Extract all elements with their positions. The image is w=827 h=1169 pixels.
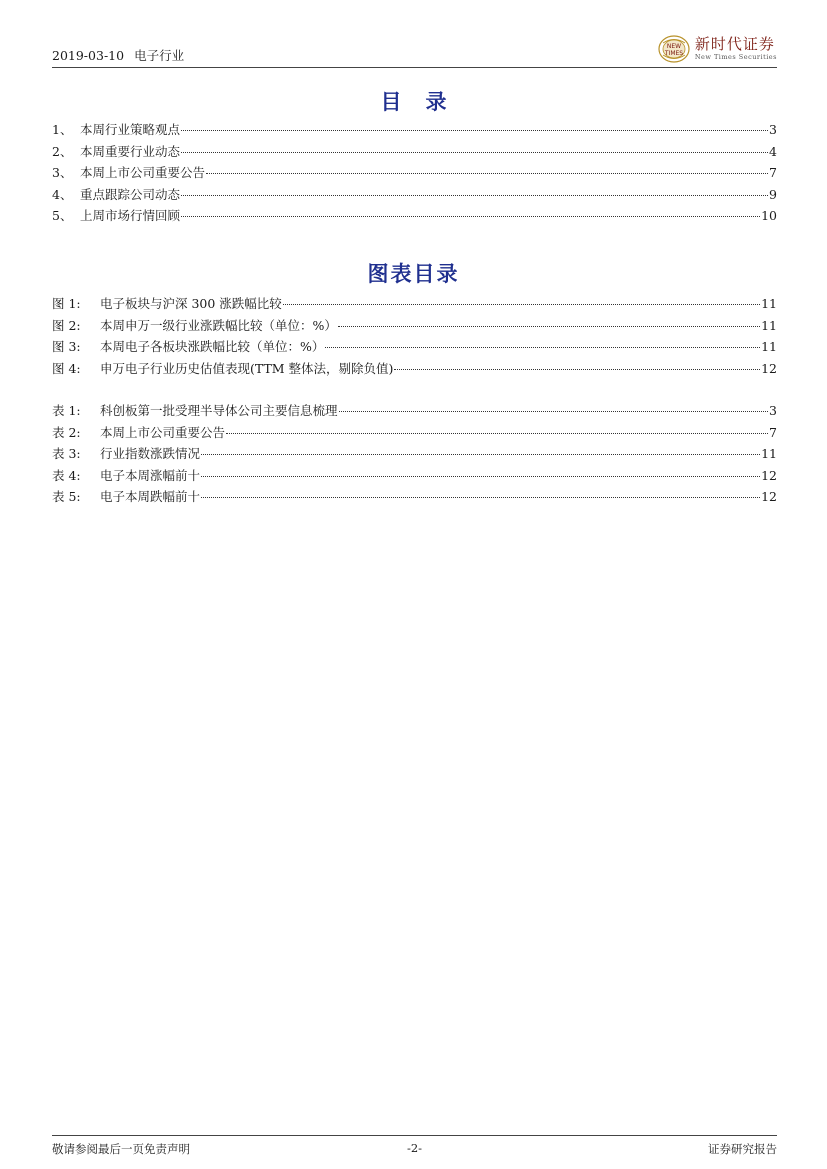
table-item-page: 12 [761,467,777,483]
figure-item-page: 11 [761,339,777,354]
figure-item-page: 11 [761,317,777,333]
toc-item[interactable] [52,120,777,142]
logo-name-en: New Times Securities [694,53,777,62]
toc-item-label: 本周重要行业动态 [80,143,181,159]
table-item-number: 表 3: [52,446,81,461]
table-item-number: 表 5: [52,489,81,504]
figure-item-number: 图 1: [52,296,81,311]
toc-item[interactable] [52,142,777,164]
table-item[interactable] [52,487,777,509]
footer-divider [52,1135,777,1136]
figure-item[interactable] [52,316,777,338]
report-date: 2019-03-10 [52,48,125,63]
table-item-page: 3 [769,403,777,418]
toc-item-label: 重点跟踪公司动态 [80,186,181,202]
report-type: 证券研究报告 [708,1142,777,1156]
toc-item-number: 5、 [52,208,73,223]
toc-item-label: 本周上市公司重要公告 [80,165,206,180]
toc-item-number: 4、 [52,186,73,202]
table-item-number: 表 2: [52,424,81,440]
dot-leader [181,130,768,131]
table-item-label: 本周上市公司重要公告 [100,424,226,440]
dot-leader [325,347,760,348]
figure-item-page: 12 [761,360,777,376]
figure-item-number: 图 2: [52,317,81,333]
industry-label: 电子行业 [134,48,185,63]
table-item-label: 电子本周跌幅前十 [100,489,201,504]
logo-seal-icon [657,34,691,64]
table-item-label: 科创板第一批受理半导体公司主要信息梳理 [100,403,338,418]
figure-item-label: 本周电子各板块涨跌幅比较（单位：%） [100,339,325,354]
figure-item-number: 图 4: [52,360,81,376]
toc-item-page: 10 [761,208,777,223]
toc-item-page: 4 [769,143,777,159]
figure-item-label: 电子板块与沪深 300 涨跌幅比较 [100,296,282,311]
page-number: -2- [406,1141,423,1155]
toc-title: 目录 [380,90,471,114]
toc-item[interactable] [52,163,777,185]
page-header [52,34,777,66]
page-footer [52,1141,777,1157]
dot-leader [283,304,760,305]
svg-text:NEW: NEW [666,43,681,50]
logo-text [695,37,777,61]
table-item[interactable] [52,401,777,423]
toc-list [52,120,777,228]
toc-item-number: 1、 [52,122,73,137]
logo-name-cn: 新时代证券 [694,35,775,54]
figure-item-page: 11 [761,296,777,311]
table-item-page: 12 [761,489,777,504]
figure-item[interactable] [52,337,777,359]
table-item[interactable] [52,466,777,488]
figure-list [52,294,777,380]
figure-item-label: 本周申万一级行业涨跌幅比较（单位：%） [100,317,337,333]
dot-leader [181,152,768,153]
dot-leader [201,497,760,498]
table-list [52,401,777,509]
table-item-label: 电子本周涨幅前十 [100,467,201,483]
toc-item-page: 3 [769,122,777,137]
dot-leader [201,476,760,477]
figure-index-title: 图表目录 [367,262,460,286]
dot-leader [339,411,769,412]
figure-item[interactable] [52,359,777,381]
toc-item[interactable] [52,206,777,228]
header-divider [52,67,777,68]
table-item-label: 行业指数涨跌情况 [100,446,201,461]
table-item-page: 11 [761,446,777,461]
toc-item-number: 2、 [52,143,73,159]
dot-leader [394,369,760,370]
figure-item-number: 图 3: [52,339,81,354]
dot-leader [181,195,768,196]
dot-leader [206,173,768,174]
company-logo [657,34,777,64]
toc-item-label: 上周市场行情回顾 [80,208,181,223]
dot-leader [181,216,760,217]
toc-item[interactable] [52,185,777,207]
table-item-number: 表 4: [52,467,81,483]
disclaimer-note: 敬请参阅最后一页免责声明 [52,1142,190,1156]
table-item[interactable] [52,444,777,466]
header-info [52,46,190,64]
dot-leader [201,454,760,455]
toc-item-page: 9 [769,186,777,202]
toc-item-number: 3、 [52,165,73,180]
dot-leader [338,326,760,327]
table-item-page: 7 [769,424,777,440]
toc-item-page: 7 [769,165,777,180]
dot-leader [226,433,768,434]
figure-item-label: 申万电子行业历史估值表现(TTM 整体法，剔除负值) [100,360,394,376]
table-item[interactable] [52,423,777,445]
figure-item[interactable] [52,294,777,316]
table-item-number: 表 1: [52,403,81,418]
svg-text:TIMES: TIMES [664,50,683,57]
toc-item-label: 本周行业策略观点 [80,122,181,137]
